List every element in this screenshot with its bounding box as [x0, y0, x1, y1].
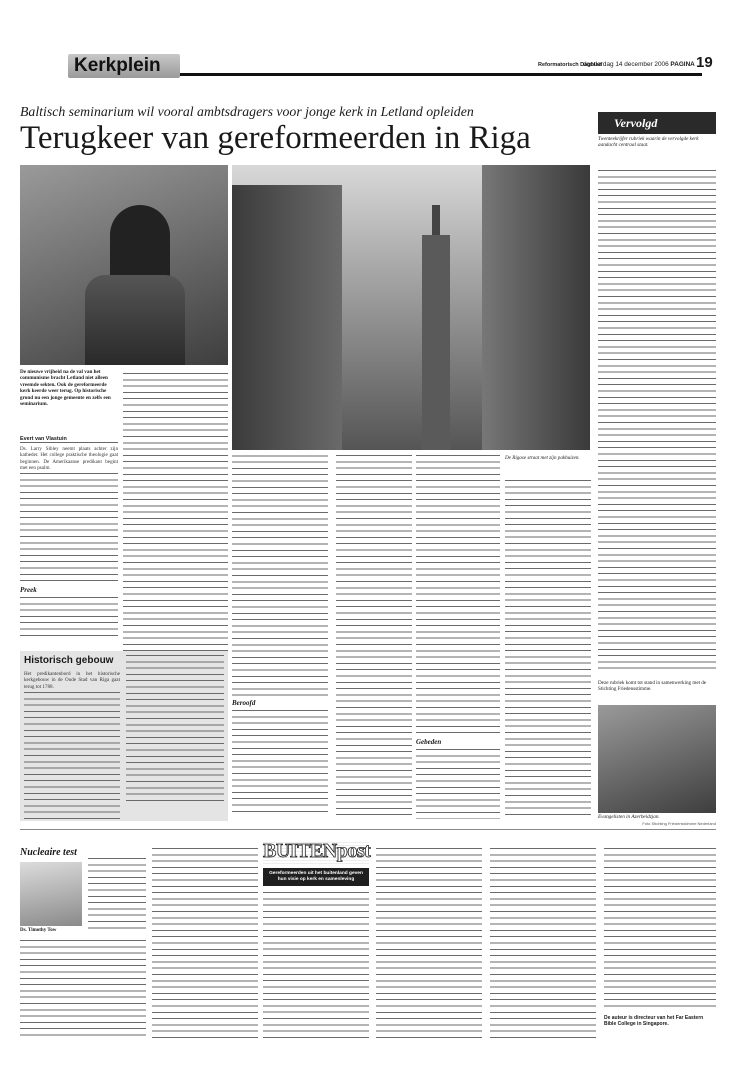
- photo3-caption: De Rigase straat met zijn pakhuizen.: [505, 455, 580, 461]
- nucleaire-footer: De auteur is directeur van het Far Eastern Bible College in Singapore.: [604, 1015, 704, 1028]
- header-rule: [180, 73, 702, 76]
- section-divider: [20, 829, 716, 830]
- nucleaire-title: Nucleaire test: [20, 847, 77, 858]
- lead-paragraph: Ds. Larry Sibley neemt plaats achter zijn katheder. Het college praktische theologie gaat beginnen. De Amerikaanse predikant begint met een psalm.: [20, 446, 118, 471]
- photo4-caption: Evangelisten in Azerbeidzjan.: [598, 814, 660, 820]
- page-header: [68, 54, 716, 78]
- article-headline: Terugkeer van gereformeerden in Riga: [20, 120, 531, 156]
- buitenpost-logo: BUITENpost: [263, 840, 369, 866]
- subhead-preek: Preek: [20, 586, 37, 595]
- page-number: 19: [696, 54, 713, 71]
- paper-name: Reformatorisch Dagblad: [538, 62, 602, 68]
- date-line: donderdag 14 december 2006 PAGINA: [583, 61, 695, 68]
- article-kicker: Baltisch seminarium wil vooral ambtsdragers voor jonge kerk in Letland opleiden: [20, 104, 474, 119]
- section-title: Kerkplein: [68, 54, 180, 78]
- subhead-beroofd: Beroofd: [232, 698, 256, 707]
- sidebar-text: Het predikantenbord in het historische kerkgebouw in de Oude Stad van Riga gaat terug tot 1788.: [24, 671, 120, 690]
- vervolgd-label: Vervolgd: [598, 112, 716, 134]
- author-photo: [20, 862, 82, 926]
- sidebar-title: Historisch gebouw: [24, 655, 114, 666]
- sidebar-historisch: [20, 651, 228, 821]
- vervolgd-intro: Twenteekrijfer rubriek waarin de vervolgde kerk aandacht centraal staat.: [598, 136, 699, 149]
- author-caption: Ds. Timothy Tow: [20, 928, 57, 933]
- photo-seminary-group: [20, 165, 228, 365]
- byline: Evert van Vlastuin: [20, 436, 118, 443]
- subhead-gebeden: Gebeden: [416, 738, 442, 746]
- vervolgd-footer: Deze rubriek komt tot stand in samenwerking met de Stichting Friedensstimme.: [598, 680, 707, 693]
- buitenpost-subtitle: Gereformeerden uit het buitenland geven hun visie op kerk en samenleving: [263, 868, 369, 886]
- photo-riga-street: [232, 165, 590, 450]
- photo4-credit: Foto Stichting Friedensstimme Nederland: [642, 821, 716, 826]
- photo-azerbaijan: [598, 705, 716, 813]
- photo1-caption: De nieuwe vrijheid na de val van het communisme bracht Letland niet alleen vreemde sekten. Ook de gereformeerde kerk keerde weer terug. Op historische grond nu een jonge gemeente en zelfs een seminarium.: [20, 369, 111, 408]
